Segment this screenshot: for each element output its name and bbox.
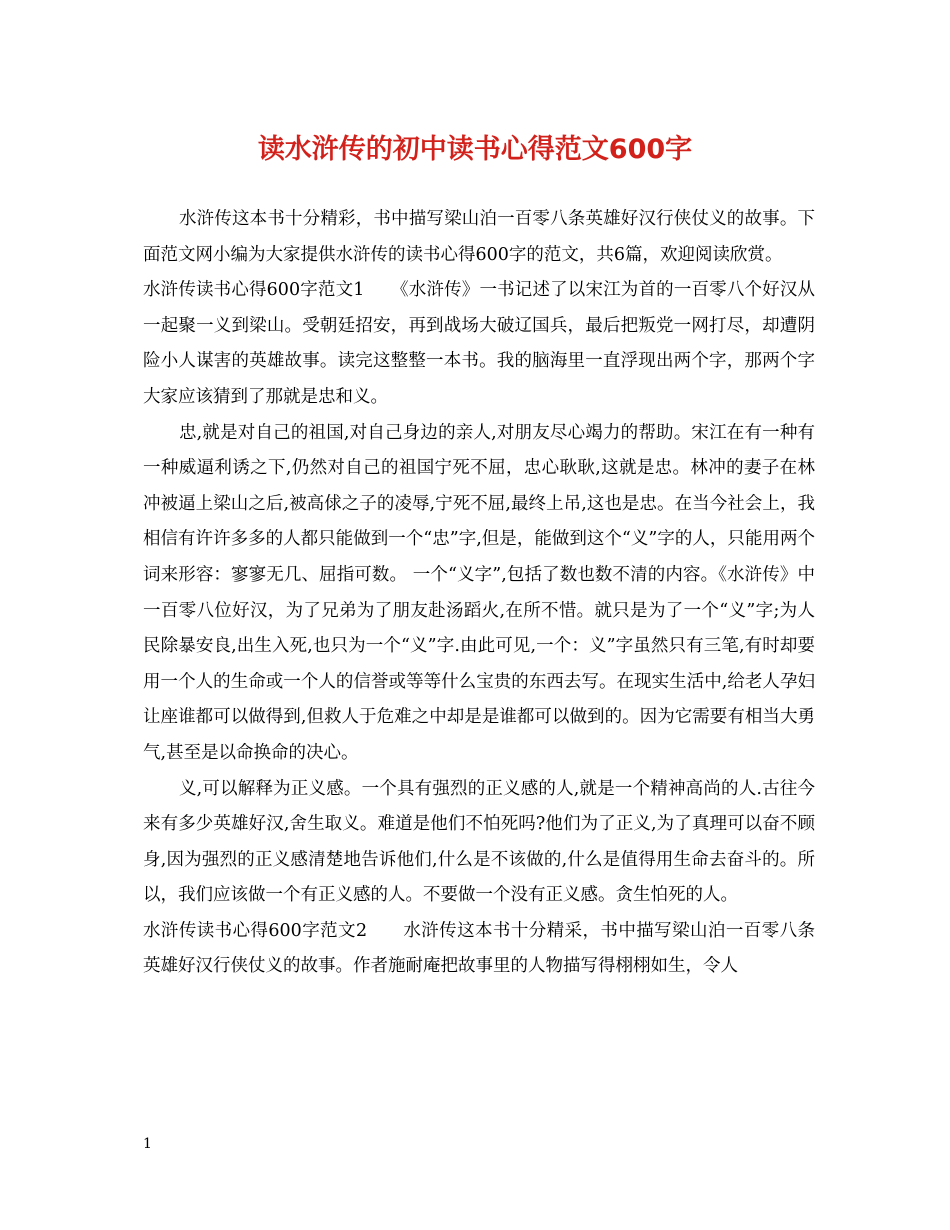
document-body <box>143 202 815 985</box>
paragraph-loyalty: 忠,就是对自己的祖国,对自己身边的亲人,对朋友尽心竭力的帮助。宋江在有一种有一种威逼利诱之下,仍然对自己的祖国宁死不屈，忠心耿耿,这就是忠。林冲的妻子在林冲被逼上梁山之后,被高俅之子的凌辱,宁死不屈,最终上吊,这也是忠。在当今社会上，我相信有许许多多的人都只能做到一个“忠”字,但是，能做到这个“义”字的人，只能用两个词来形容：寥寥无几、屈指可数。 一个“义字”,包括了数也数不清的内容。《水浒传》中一百零八位好汉，为了兄弟为了朋友赴汤蹈火,在所不惜。就只是为了一个“义”字;为人民除暴安良,出生入死,也只为一个“义”字.由此可见,一个：义”字虽然只有三笔,有时却要用一个人的生命或一个人的信誉或等等什么宝贵的东西去写。在现实生活中,给老人孕妇让座谁都可以做得到,但救人于危难之中却是是谁都可以做到的。因为它需要有相当大勇气,甚至是以命换命的决心。 <box>143 422 815 763</box>
paragraph-righteousness: 义,可以解释为正义感。一个具有强烈的正义感的人,就是一个精神高尚的人.古往今来有多少英雄好汉,舍生取义。难道是他们不怕死吗?他们为了正义,为了真理可以奋不顾身,因为强烈的正义感清楚地告诉他们,什么是不该做的,什么是值得用生命去奋斗的。所以，我们应该做一个有正义感的人。不要做一个没有正义感。贪生怕死的人。 <box>143 778 815 906</box>
paragraph-intro: 水浒传这本书十分精彩，书中描写梁山泊一百零八条英雄好汉行侠仗义的故事。下面范文网小编为大家提供水浒传的读书心得600字的范文，共6篇，欢迎阅读欣赏。 <box>143 209 815 265</box>
page-number: 1 <box>143 1136 152 1152</box>
document-title: 读水浒传的初中读书心得范文600字 <box>257 134 693 165</box>
paragraph-essay-1-opening: 水浒传读书心得600字范文1 《水浒传》一书记述了以宋江为首的一百零八个好汉从一起聚一义到梁山。受朝廷招安，再到战场大破辽国兵，最后把叛党一网打尽，却遭阴险小人谋害的英雄故事。读完这整整一本书。我的脑海里一直浮现出两个字，那两个字大家应该猜到了那就是忠和义。 <box>143 280 815 407</box>
paragraph-essay-2-opening: 水浒传读书心得600字范文2 水浒传这本书十分精采，书中描写梁山泊一百零八条英雄好汉行侠仗义的故事。作者施耐庵把故事里的人物描写得栩栩如生，令人 <box>143 920 815 977</box>
